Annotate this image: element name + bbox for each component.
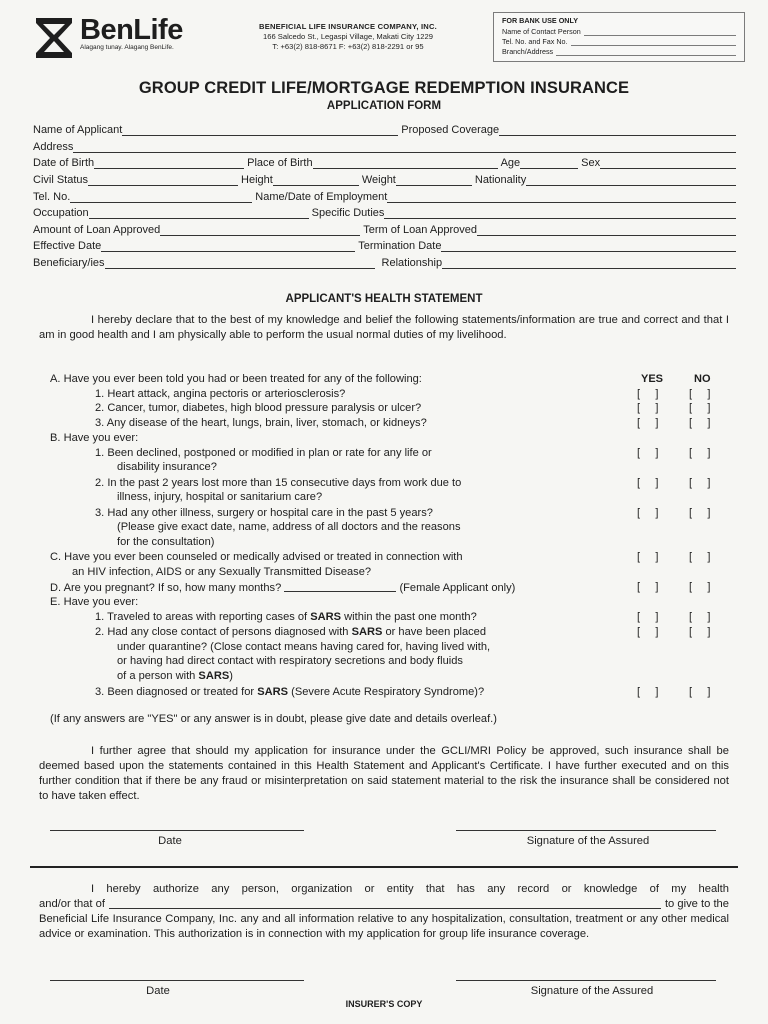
b3-no-checkbox[interactable]: [ ] bbox=[689, 507, 711, 519]
question-e2 bbox=[95, 625, 486, 640]
amount-of-loan-input[interactable] bbox=[160, 224, 360, 236]
question-d bbox=[50, 580, 515, 596]
occupation-label: Occupation bbox=[33, 207, 89, 219]
question-e3 bbox=[95, 685, 484, 700]
authorization-line-2 bbox=[39, 897, 729, 912]
authorization-line-1: I hereby authorize any person, organization or entity that has any record or knowledge of my health bbox=[91, 883, 729, 895]
yes-column-header: YES bbox=[641, 373, 664, 385]
signature-label-2: Signature of the Assured bbox=[530, 985, 654, 997]
a2-no-checkbox[interactable]: [ ] bbox=[689, 402, 711, 414]
insurers-copy-label: INSURER'S COPY bbox=[345, 999, 423, 1009]
a1-no-checkbox[interactable]: [ ] bbox=[689, 388, 711, 400]
question-b3-cont: (Please give exact date, name, address of all doctors and the reasons bbox=[117, 521, 461, 533]
question-b2: 2. In the past 2 years lost more than 15 consecutive days from work due to bbox=[95, 477, 462, 489]
question-e2-cont3 bbox=[117, 669, 233, 684]
proposed-coverage-input[interactable] bbox=[499, 124, 736, 136]
question-e: E. Have you ever: bbox=[50, 596, 139, 608]
authorization-line-2-end: to give to the bbox=[664, 898, 729, 910]
sars-emphasis: SARS bbox=[257, 686, 289, 698]
field-row-address bbox=[33, 141, 739, 154]
termination-date-input[interactable] bbox=[441, 240, 736, 252]
date-line-1[interactable] bbox=[50, 830, 304, 831]
b2-no-checkbox[interactable]: [ ] bbox=[689, 477, 711, 489]
question-a1: 1. Heart attack, angina pectoris or arteriosclerosis? bbox=[95, 388, 346, 400]
closing-paren: ) bbox=[229, 670, 233, 682]
e1-yes-checkbox[interactable]: [ ] bbox=[637, 611, 659, 623]
e2-yes-checkbox[interactable]: [ ] bbox=[637, 626, 659, 638]
question-b3-cont2: for the consultation) bbox=[117, 536, 215, 548]
question-e3-text-end: (Severe Acute Respiratory Syndrome)? bbox=[291, 686, 485, 698]
question-e2-text: 2. Had any close contact of persons diagnosed with bbox=[95, 626, 349, 638]
field-row-dates bbox=[33, 240, 739, 253]
sex-label: Sex bbox=[581, 157, 601, 169]
civil-status-label: Civil Status bbox=[33, 174, 89, 186]
benlife-hourglass-logo-icon bbox=[34, 16, 74, 60]
authorization-line-2-start: and/or that of bbox=[39, 898, 105, 910]
specific-duties-input[interactable] bbox=[384, 207, 736, 219]
date-of-birth-label: Date of Birth bbox=[33, 157, 95, 169]
form-title: GROUP CREDIT LIFE/MORTGAGE REDEMPTION INSURANCE bbox=[138, 79, 630, 97]
a3-no-checkbox[interactable]: [ ] bbox=[689, 417, 711, 429]
a3-yes-checkbox[interactable]: [ ] bbox=[637, 417, 659, 429]
nationality-label: Nationality bbox=[474, 174, 527, 186]
civil-status-input[interactable] bbox=[88, 174, 238, 186]
question-e1 bbox=[95, 610, 477, 625]
employment-label: Name/Date of Employment bbox=[255, 191, 388, 203]
signature-line-2[interactable] bbox=[456, 980, 716, 981]
height-input[interactable] bbox=[273, 174, 359, 186]
term-of-loan-label: Term of Loan Approved bbox=[363, 224, 477, 236]
name-of-applicant-label: Name of Applicant bbox=[33, 124, 123, 136]
question-e2-cont: under quarantine? (Close contact means having cared for, having lived with, bbox=[117, 641, 491, 653]
company-phone: T: +63(2) 818-8671 F: +63(2) 818-2291 or 95 bbox=[272, 42, 424, 51]
signature-label-1: Signature of the Assured bbox=[526, 835, 650, 847]
e1-no-checkbox[interactable]: [ ] bbox=[689, 611, 711, 623]
agreement-paragraph: I further agree that should my application for insurance under the GCLI/MRI Policy be approved, such insurance shall be deemed based upon the statements contained in this Health Statement and Applicant's Certificate. I have further executed and on this further condition that if there be any fraud or misinterpretation on said statement material to the risk the insurance shall be considered not to have taken effect. bbox=[39, 745, 729, 802]
b3-yes-checkbox[interactable]: [ ] bbox=[637, 507, 659, 519]
tel-no-input[interactable] bbox=[70, 191, 252, 203]
section-divider bbox=[30, 866, 738, 868]
brand-name: BenLife bbox=[80, 14, 183, 46]
question-e2-cont3-text: of a person with bbox=[117, 670, 196, 682]
weight-label: Weight bbox=[361, 174, 396, 186]
effective-date-label: Effective Date bbox=[33, 240, 102, 252]
question-e2-cont2: or having had direct contact with respiratory secretions and body fluids bbox=[117, 655, 463, 667]
question-c-cont: an HIV infection, AIDS or any Sexually Transmitted Disease? bbox=[72, 566, 372, 578]
place-of-birth-input[interactable] bbox=[313, 157, 498, 169]
date-line-2[interactable] bbox=[50, 980, 304, 981]
question-a3: 3. Any disease of the heart, lungs, brain, liver, stomach, or kidneys? bbox=[95, 417, 427, 429]
sars-emphasis: SARS bbox=[351, 626, 383, 638]
date-label-1: Date bbox=[158, 835, 182, 847]
answer-note: (If any answers are "YES" or any answer is in doubt, please give date and details overleaf.) bbox=[50, 713, 497, 725]
question-b: B. Have you ever: bbox=[50, 432, 139, 444]
signature-line-1[interactable] bbox=[456, 830, 716, 831]
amount-of-loan-label: Amount of Loan Approved bbox=[33, 224, 161, 236]
b1-yes-checkbox[interactable]: [ ] bbox=[637, 447, 659, 459]
bank-use-box bbox=[493, 12, 745, 62]
third-party-name-input[interactable] bbox=[109, 897, 661, 909]
question-e2-text-end: or have been placed bbox=[385, 626, 487, 638]
company-name: BENEFICIAL LIFE INSURANCE COMPANY, INC. bbox=[259, 22, 437, 31]
age-input[interactable] bbox=[520, 157, 578, 169]
relationship-label: Relationship bbox=[381, 257, 443, 269]
employment-input[interactable] bbox=[387, 191, 736, 203]
health-declaration: I hereby declare that to the best of my knowledge and belief the following statements/information are true and correct and that I am in good health and I am physically able to perform the usual normal duties of my livelihood. bbox=[39, 314, 729, 341]
field-row-occupation bbox=[33, 207, 739, 220]
field-row-name bbox=[33, 124, 739, 137]
sars-emphasis: SARS bbox=[198, 670, 230, 682]
date-of-birth-input[interactable] bbox=[94, 157, 244, 169]
height-label: Height bbox=[241, 174, 273, 186]
pregnancy-months-input[interactable] bbox=[284, 580, 396, 592]
authorization-rest: Beneficial Life Insurance Company, Inc. any and all information relative to any hospitalization, consultation, treatment or any other medical advice or examination. This authorization is in connection with my application for group life insurance coverage. bbox=[39, 913, 729, 940]
health-statement-title: APPLICANT'S HEALTH STATEMENT bbox=[285, 293, 483, 305]
field-row-tel bbox=[33, 191, 739, 204]
nationality-input[interactable] bbox=[526, 174, 736, 186]
bank-tel-fax-row[interactable] bbox=[502, 38, 736, 46]
effective-date-input[interactable] bbox=[101, 240, 355, 252]
age-label: Age bbox=[500, 157, 521, 169]
specific-duties-label: Specific Duties bbox=[311, 207, 385, 219]
address-input[interactable] bbox=[73, 141, 736, 153]
bank-box-title: FOR BANK USE ONLY bbox=[502, 16, 579, 25]
brand-tagline: Alagang tunay. Alagang BenLife. bbox=[80, 44, 174, 51]
b1-no-checkbox[interactable]: [ ] bbox=[689, 447, 711, 459]
beneficiaries-label: Beneficiary/ies bbox=[33, 257, 105, 269]
term-of-loan-input[interactable] bbox=[477, 224, 736, 236]
company-info bbox=[226, 22, 470, 52]
question-a: A. Have you ever been told you had or been treated for any of the following: bbox=[50, 373, 422, 385]
b2-yes-checkbox[interactable]: [ ] bbox=[637, 477, 659, 489]
date-label-2: Date bbox=[146, 985, 170, 997]
question-b1: 1. Been declined, postponed or modified in plan or rate for any life or bbox=[95, 447, 432, 459]
question-e1-text: 1. Traveled to areas with reporting cases of bbox=[95, 611, 308, 623]
a1-yes-checkbox[interactable]: [ ] bbox=[637, 388, 659, 400]
field-row-loan bbox=[33, 224, 739, 237]
e3-yes-checkbox[interactable]: [ ] bbox=[637, 686, 659, 698]
c-yes-checkbox[interactable]: [ ] bbox=[637, 551, 659, 563]
bank-branch-row[interactable] bbox=[502, 48, 736, 56]
place-of-birth-label: Place of Birth bbox=[247, 157, 313, 169]
question-c: C. Have you ever been counseled or medically advised or treated in connection with bbox=[50, 551, 463, 563]
question-b2-cont: illness, injury, hospital or sanitarium care? bbox=[117, 491, 323, 503]
bank-row-label: Branch/Address bbox=[502, 47, 554, 56]
question-a2: 2. Cancer, tumor, diabetes, high blood pressure paralysis or ulcer? bbox=[95, 402, 422, 414]
sars-emphasis: SARS bbox=[310, 611, 342, 623]
bank-contact-person-row[interactable] bbox=[502, 28, 736, 36]
name-of-applicant-input[interactable] bbox=[122, 124, 398, 136]
termination-date-label: Termination Date bbox=[358, 240, 442, 252]
address-label: Address bbox=[33, 141, 74, 153]
d-no-checkbox[interactable]: [ ] bbox=[689, 581, 711, 593]
question-e1-text-end: within the past one month? bbox=[344, 611, 477, 623]
company-address: 166 Salcedo St., Legaspi Village, Makati City 1229 bbox=[263, 32, 433, 41]
question-e3-text: 3. Been diagnosed or treated for bbox=[95, 686, 255, 698]
form-subtitle: APPLICATION FORM bbox=[326, 100, 442, 112]
e3-no-checkbox[interactable]: [ ] bbox=[689, 686, 711, 698]
proposed-coverage-label: Proposed Coverage bbox=[401, 124, 500, 136]
field-row-birth bbox=[33, 157, 739, 170]
question-d-text: D. Are you pregnant? If so, how many months? bbox=[50, 582, 282, 594]
no-column-header: NO bbox=[694, 373, 711, 385]
d-yes-checkbox[interactable]: [ ] bbox=[637, 581, 659, 593]
bank-row-label: Tel. No. and Fax No. bbox=[502, 37, 568, 46]
c-no-checkbox[interactable]: [ ] bbox=[689, 551, 711, 563]
beneficiaries-input[interactable] bbox=[105, 257, 375, 269]
occupation-input[interactable] bbox=[89, 207, 309, 219]
field-row-beneficiary bbox=[33, 257, 739, 270]
sex-input[interactable] bbox=[600, 157, 736, 169]
tel-no-label: Tel. No. bbox=[33, 191, 71, 203]
question-d-note: (Female Applicant only) bbox=[399, 582, 516, 594]
a2-yes-checkbox[interactable]: [ ] bbox=[637, 402, 659, 414]
question-b1-cont: disability insurance? bbox=[117, 461, 217, 473]
relationship-input[interactable] bbox=[442, 257, 736, 269]
e2-no-checkbox[interactable]: [ ] bbox=[689, 626, 711, 638]
bank-row-label: Name of Contact Person bbox=[502, 27, 581, 36]
weight-input[interactable] bbox=[396, 174, 472, 186]
field-row-civil bbox=[33, 174, 739, 187]
question-b3: 3. Had any other illness, surgery or hospital care in the past 5 years? bbox=[95, 507, 433, 519]
